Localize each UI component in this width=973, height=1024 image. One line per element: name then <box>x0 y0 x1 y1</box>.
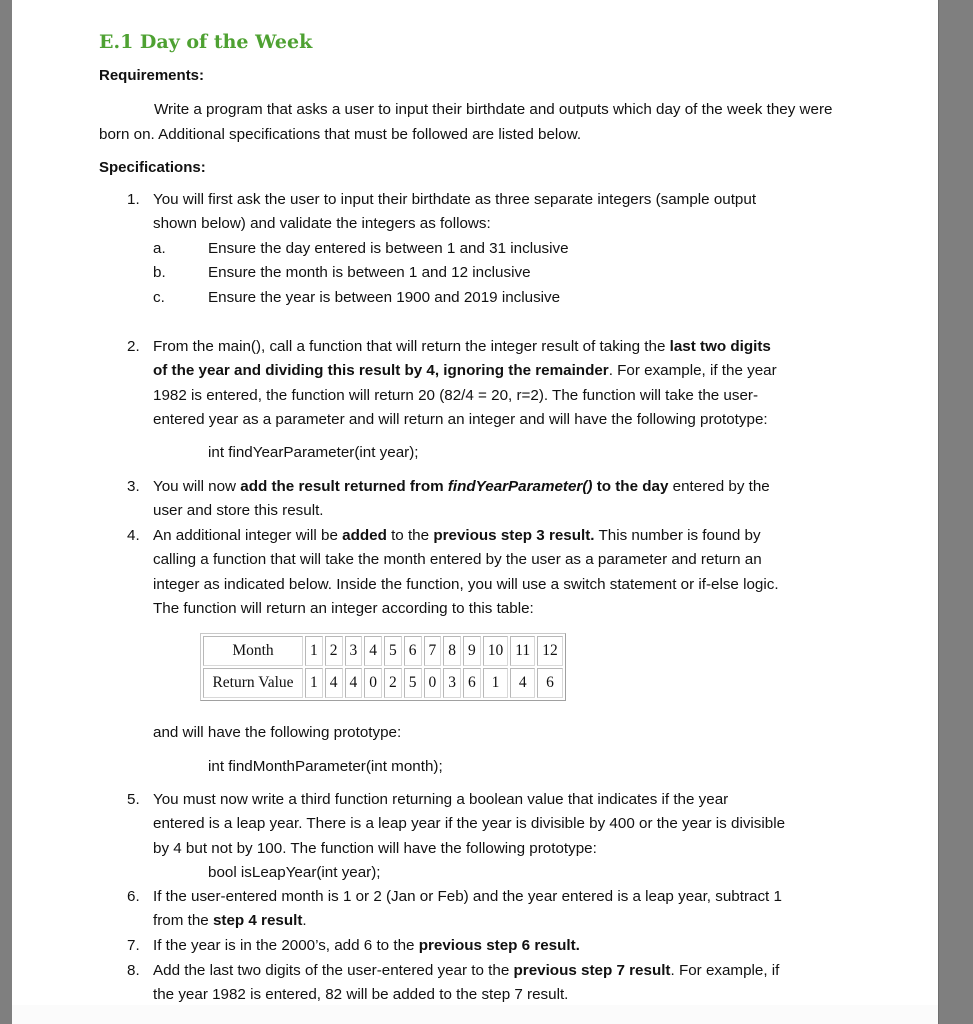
item-number: 7. <box>127 937 140 954</box>
table-cell: 11 <box>510 636 535 666</box>
item-line <box>153 359 853 384</box>
table-cell: 2 <box>325 636 343 666</box>
item-line: You will first ask the user to input their birthdate as three separate integers (sample output <box>153 191 757 208</box>
item-line: You must now write a third function returning a boolean value that indicates if the year <box>153 791 729 808</box>
table-cell: 4 <box>510 668 535 698</box>
sub-item-letter: a. <box>153 240 166 257</box>
item-line <box>153 335 853 360</box>
function-prototype: bool isLeapYear(int year); <box>208 864 381 881</box>
requirements-text: Write a program that asks a user to input their birthdate and outputs which day of the week they were born on. Additional specifications that must be followed are listed below. <box>99 101 833 143</box>
text-run: entered by the <box>668 478 770 495</box>
item-line: The function will return an integer according to this table: <box>153 600 534 617</box>
text-run: From the main(), call a function that will return the integer result of taking the <box>153 338 670 355</box>
table-cell: 8 <box>443 636 461 666</box>
table-cell: 4 <box>345 668 363 698</box>
table-cell: 2 <box>384 668 402 698</box>
item-line <box>153 909 853 934</box>
text-run: You will now <box>153 478 241 495</box>
month-return-value-table <box>200 633 566 701</box>
sub-item-letter: c. <box>153 289 165 306</box>
table-row-return-values <box>203 668 563 698</box>
bold-italic-text: findYearParameter() <box>447 478 593 495</box>
item-line <box>153 934 853 959</box>
table-cell: 1 <box>305 636 323 666</box>
function-prototype: int findMonthParameter(int month); <box>208 758 443 775</box>
page-bottom-margin <box>12 1005 938 1024</box>
text-run: from the <box>153 912 213 929</box>
table-cell: 0 <box>364 668 382 698</box>
table-cell: 3 <box>345 636 363 666</box>
table-cell: 0 <box>424 668 442 698</box>
table-cell: 6 <box>404 636 422 666</box>
sub-item-text: Ensure the month is between 1 and 12 inclusive <box>208 264 531 281</box>
bold-text: previous step 3 result. <box>433 527 595 544</box>
bold-text: to the day <box>592 478 669 495</box>
function-prototype: int findYearParameter(int year); <box>208 444 419 461</box>
item-line <box>153 959 853 984</box>
bold-text: previous step 7 result <box>513 962 671 979</box>
bold-text: last two digits <box>669 338 771 355</box>
table-row-months <box>203 636 563 666</box>
item-line: the year 1982 is entered, 82 will be added to the step 7 result. <box>153 986 569 1003</box>
item-line: entered year as a parameter and will return an integer and will have the following prototype: <box>153 411 768 428</box>
table-cell: 5 <box>404 668 422 698</box>
document-page <box>12 0 938 1024</box>
table-cell: 1 <box>305 668 323 698</box>
right-gutter-scroll-area[interactable] <box>938 0 973 1024</box>
item-number: 6. <box>127 888 140 905</box>
table-cell: 3 <box>443 668 461 698</box>
text-run: If the year is in the 2000’s, add 6 to the <box>153 937 419 954</box>
text-run: . For example, if the year <box>608 362 777 379</box>
table-cell: 5 <box>384 636 402 666</box>
item-number: 4. <box>127 527 140 544</box>
table-cell: 10 <box>483 636 509 666</box>
bold-text: of the year and dividing this result by 4, ignoring the remainder <box>153 362 609 379</box>
item-line: entered is a leap year. There is a leap year if the year is divisible by 400 or the year is divisible <box>153 815 786 832</box>
table-cell: 4 <box>325 668 343 698</box>
item-line: user and store this result. <box>153 502 324 519</box>
table-cell: 6 <box>463 668 481 698</box>
table-cell: 6 <box>537 668 563 698</box>
sub-item-text: Ensure the year is between 1900 and 2019 inclusive <box>208 289 561 306</box>
table-cell: 12 <box>537 636 563 666</box>
table-cell: 7 <box>424 636 442 666</box>
table-cell: 9 <box>463 636 481 666</box>
item-line <box>153 475 853 500</box>
item-line: calling a function that will take the month entered by the user as a parameter and return an <box>153 551 762 568</box>
bold-text: added <box>342 527 387 544</box>
item-line: and will have the following prototype: <box>153 724 402 741</box>
item-line: If the user-entered month is 1 or 2 (Jan or Feb) and the year entered is a leap year, subtract 1 <box>153 888 782 905</box>
bold-text: previous step 6 result. <box>418 937 580 954</box>
table-cell: 1 <box>483 668 509 698</box>
table-cell: 4 <box>364 636 382 666</box>
bold-text: step 4 result <box>212 912 303 929</box>
text-run: . For example, if <box>670 962 780 979</box>
item-number: 8. <box>127 962 140 979</box>
row-header-month: Month <box>203 636 303 666</box>
bold-text: add the result returned from <box>240 478 448 495</box>
item-number: 1. <box>127 191 140 208</box>
item-line: 1982 is entered, the function will return 20 (82/4 = 20, r=2). The function will take the user- <box>153 387 759 404</box>
row-header-return-value: Return Value <box>203 668 303 698</box>
item-number: 2. <box>127 338 140 355</box>
text-run: . <box>302 912 307 929</box>
text-run: This number is found by <box>594 527 761 544</box>
item-line: integer as indicated below. Inside the function, you will use a switch statement or if-else logic. <box>153 576 779 593</box>
section-title: E.1 Day of the Week <box>99 31 313 53</box>
text-run: to the <box>386 527 434 544</box>
specifications-heading: Specifications: <box>99 159 206 176</box>
sub-item-text: Ensure the day entered is between 1 and 31 inclusive <box>208 240 569 257</box>
text-run: Add the last two digits of the user-entered year to the <box>153 962 514 979</box>
item-line <box>153 524 853 549</box>
item-number: 5. <box>127 791 140 808</box>
text-run: An additional integer will be <box>153 527 343 544</box>
requirements-heading: Requirements: <box>99 67 205 84</box>
item-line: shown below) and validate the integers as follows: <box>153 215 491 232</box>
sub-item-letter: b. <box>153 264 166 281</box>
item-number: 3. <box>127 478 140 495</box>
item-line: by 4 but not by 100. The function will have the following prototype: <box>153 840 597 857</box>
